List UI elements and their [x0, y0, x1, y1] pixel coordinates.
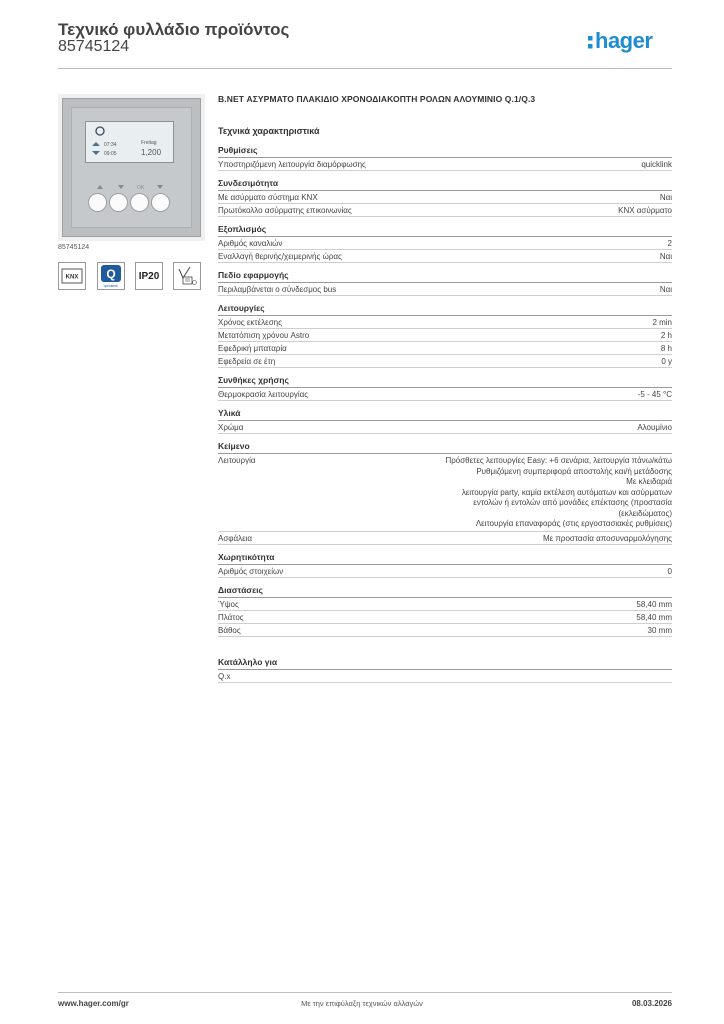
section-title: Διαστάσεις — [218, 585, 672, 598]
spec-row — [218, 624, 672, 637]
spec-row — [218, 329, 672, 342]
spec-heading: Τεχνικά χαρακτηριστικά — [218, 126, 320, 136]
spec-value: 2 — [667, 239, 672, 248]
spec-row — [218, 316, 672, 329]
plate-button-down — [109, 193, 128, 212]
spec-value: 2 h — [660, 331, 672, 340]
document-title: Τεχνικό φυλλάδιο προϊόντος — [58, 20, 290, 39]
svg-text:1,200: 1,200 — [141, 148, 162, 157]
spec-label: Q.x — [218, 671, 231, 681]
svg-text:hager: hager — [595, 28, 653, 53]
footer-website-link[interactable]: www.hager.com/gr — [58, 999, 129, 1008]
svg-text:07:34: 07:34 — [104, 142, 117, 148]
spec-section — [218, 224, 672, 263]
section-title: Κείμενο — [218, 441, 672, 454]
spec-label: Χρόνος εκτέλεσης — [218, 318, 282, 327]
spec-value: 58,40 mm — [636, 599, 672, 609]
spec-value: 58,40 mm — [636, 612, 672, 622]
spec-label: Ύψος — [218, 599, 239, 609]
spec-section — [218, 441, 672, 545]
spec-label: Θερμοκρασία λειτουργίας — [218, 390, 309, 399]
spec-row — [218, 191, 672, 204]
spec-section — [218, 270, 672, 296]
spec-section — [218, 408, 672, 434]
product-image — [58, 94, 205, 241]
spec-row — [218, 250, 672, 263]
footer-divider — [58, 992, 672, 993]
spec-row — [218, 611, 672, 624]
spec-row — [218, 421, 672, 434]
spec-row — [218, 355, 672, 368]
spec-value: KNX ασύρματο — [618, 206, 672, 215]
spec-row — [218, 565, 672, 578]
spec-label: Υποστηριζόμενη λειτουργία διαμόρφωσης — [218, 160, 366, 169]
section-title: Εξοπλισμός — [218, 224, 672, 237]
spec-section — [218, 303, 672, 368]
section-title: Συνδεσιμότητα — [218, 178, 672, 191]
spec-label: Αριθμός καναλιών — [218, 239, 283, 248]
spec-label: Λειτουργία — [218, 456, 256, 465]
svg-text:09:05: 09:05 — [104, 151, 117, 157]
spec-row — [218, 388, 672, 401]
spec-label: Εφεδρεία σε έτη — [218, 357, 276, 366]
svg-text:Q: Q — [106, 267, 116, 281]
spec-row — [218, 670, 672, 683]
spec-label: Ασφάλεια — [218, 533, 253, 543]
spec-row — [218, 532, 672, 545]
spec-row — [218, 237, 672, 250]
section-title: Υλικά — [218, 408, 672, 421]
spec-value: Ναι — [659, 285, 672, 294]
spec-row — [218, 283, 672, 296]
spec-row — [218, 204, 672, 217]
product-title: B.NET ΑΣΥΡΜΑΤΟ ΠΛΑΚΙΔΙΟ ΧΡΟΝΟΔΙΑΚΟΠΤΗ ΡΟΛΩΝ ΑΛΟΥΜΙΝΙΟ Q.1/Q.3 — [218, 94, 536, 104]
spec-label: Εφεδρική μπαταρία — [218, 344, 287, 353]
spec-label: Βάθος — [218, 625, 241, 635]
footer-notice: Με την επιφύλαξη τεχνικών αλλαγών — [301, 999, 423, 1008]
spec-value: 8 h — [660, 344, 672, 353]
svg-text:KNX: KNX — [65, 274, 79, 281]
spec-value: -5 - 45 °C — [637, 390, 672, 399]
spec-value: 30 mm — [647, 625, 672, 635]
spec-section — [218, 375, 672, 401]
spec-section — [218, 178, 672, 217]
spec-row — [218, 454, 672, 532]
display-screen — [85, 121, 174, 163]
spec-section — [218, 657, 672, 683]
spec-sections — [218, 145, 672, 683]
ip20-badge-icon: IP20 — [135, 262, 163, 290]
section-title: Χωρητικότητα — [218, 552, 672, 565]
spec-value: quicklink — [641, 160, 672, 169]
spec-label: Χρώμα — [218, 423, 244, 432]
plate-button-menu — [151, 193, 170, 212]
spec-label: Πλάτος — [218, 612, 244, 622]
spec-section — [218, 585, 672, 637]
spec-value: Ναι — [659, 193, 672, 202]
svg-text:OK: OK — [137, 185, 145, 191]
section-title: Συνθήκες χρήσης — [218, 375, 672, 388]
footer-date: 08.03.2026 — [631, 999, 672, 1008]
spec-section — [218, 552, 672, 578]
spec-row — [218, 342, 672, 355]
image-caption: 85745124 — [58, 244, 90, 251]
spec-label: Περιλαμβάνεται ο σύνδεσμος bus — [218, 285, 337, 294]
product-code: 85745124 — [58, 38, 130, 55]
spec-label: Πρωτόκολλο ασύρματης επικοινωνίας — [218, 206, 352, 215]
spec-section — [218, 145, 672, 171]
spec-value: 2 min — [652, 318, 672, 327]
spec-value: 0 — [667, 566, 672, 576]
section-title: Ρυθμίσεις — [218, 145, 672, 158]
svg-text:Freitag: Freitag — [141, 140, 157, 146]
hager-logo[interactable] — [588, 27, 672, 55]
spec-value: Πρόσθετες λειτουργίες Easy: +6 σενάρια, λειτουργία πάνω/κάτω Ρυθμιζόμενη συμπεριφορά αποστολής και/ή μετάδοσης Με κλειδαριά λειτουργία party, καμία εκτέλεση αυτόματων και ασύρματων εντολών ή εντολών από μονάδες επέκτασης (προστασία (εκλειδώματος) Λειτουργία επαναφοράς (στις εργοστασιακές ρυθμίσεις) — [445, 456, 672, 528]
spec-value: Αλουμίνιο — [637, 423, 672, 432]
spec-label: Εναλλαγή θερινής/χειμερινής ώρας — [218, 252, 342, 261]
header-divider — [58, 68, 672, 69]
quicklink-badge-icon — [97, 262, 125, 290]
spec-label: Με ασύρματο σύστημα KNX — [218, 193, 318, 202]
spec-row — [218, 598, 672, 611]
section-title: Κατάλληλο για — [218, 657, 672, 670]
spec-value: Ναι — [659, 252, 672, 261]
maintenance-free-badge-icon — [173, 262, 201, 290]
wall-plate — [62, 98, 201, 237]
spec-value: 0 y — [661, 357, 672, 366]
spec-value: Με προστασία αποσυναρμολόγησης — [542, 533, 672, 543]
specifications-panel — [218, 94, 672, 690]
section-title: Λειτουργίες — [218, 303, 672, 316]
svg-text:quicklink: quicklink — [104, 284, 118, 288]
spec-label: Αριθμός στοιχείων — [218, 566, 284, 576]
spec-label: Μετατόπιση χρόνου Astro — [218, 331, 310, 340]
section-title: Πεδίο εφαρμογής — [218, 270, 672, 283]
plate-button-ok — [130, 193, 149, 212]
spec-row — [218, 158, 672, 171]
plate-button-up — [88, 193, 107, 212]
knx-badge-icon — [58, 262, 86, 290]
